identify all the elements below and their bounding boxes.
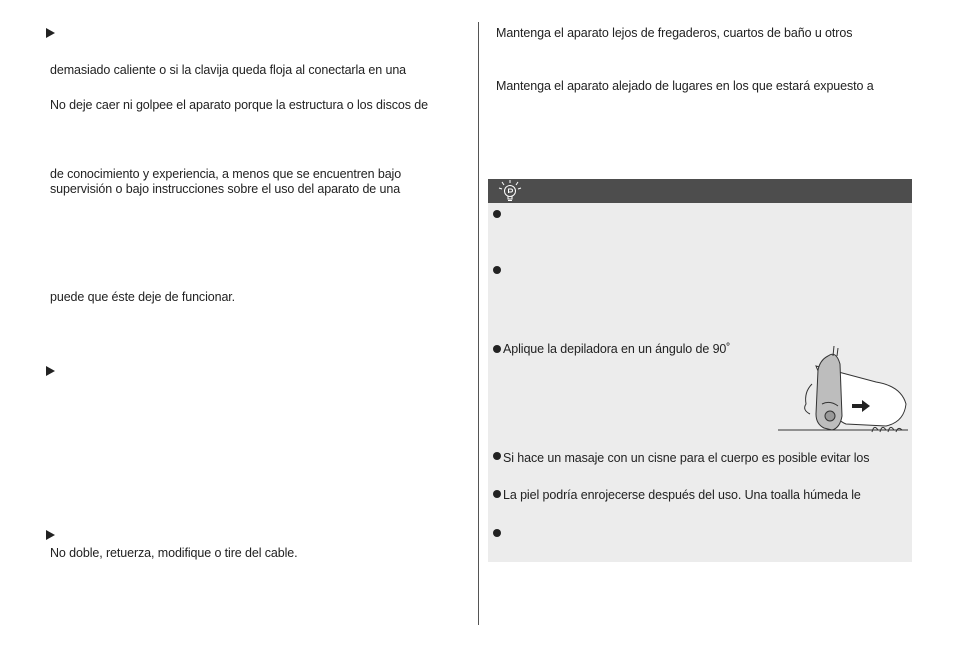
lightbulb-icon: [497, 179, 523, 203]
section-marker-3: [46, 530, 55, 540]
text-line: supervisión o bajo instrucciones sobre el uso del aparato de una: [50, 182, 401, 196]
section-marker-2: [46, 366, 55, 376]
text-line: de conocimiento y experiencia, a menos que se encuentren bajo: [50, 167, 402, 181]
tip-bullet: [493, 266, 501, 274]
text-line: Mantenga el aparato lejos de fregaderos, cuartos de baño u otros: [496, 26, 853, 40]
tip-bullet: [493, 345, 501, 353]
text-line: demasiado caliente o si la clavija queda floja al conectarla en una: [50, 63, 407, 77]
text-line: Mantenga el aparato alejado de lugares en los que estará expuesto a: [496, 79, 874, 93]
text-line: No deje caer ni golpee el aparato porque la estructura o los discos de: [50, 98, 428, 112]
text-line: puede que éste deje de funcionar.: [50, 290, 236, 304]
text-line: No doble, retuerza, modifique o tire del cable.: [50, 546, 298, 560]
tip-bullet: [493, 529, 501, 537]
tip-angle-text: Aplique la depiladora en un ángulo de 90˚: [503, 342, 731, 356]
epilator-on-skin-illustration: [776, 344, 910, 442]
tip-massage-text: Si hace un masaje con un cisne para el cuerpo es posible evitar los: [503, 451, 870, 465]
tip-redness-text: La piel podría enrojecerse después del uso. Una toalla húmeda le: [503, 488, 861, 502]
column-divider: [478, 22, 479, 625]
tips-header-bar: [488, 179, 912, 203]
tip-bullet: [493, 490, 501, 498]
section-marker-1: [46, 28, 55, 38]
tip-bullet: [493, 452, 501, 460]
tip-bullet: [493, 210, 501, 218]
